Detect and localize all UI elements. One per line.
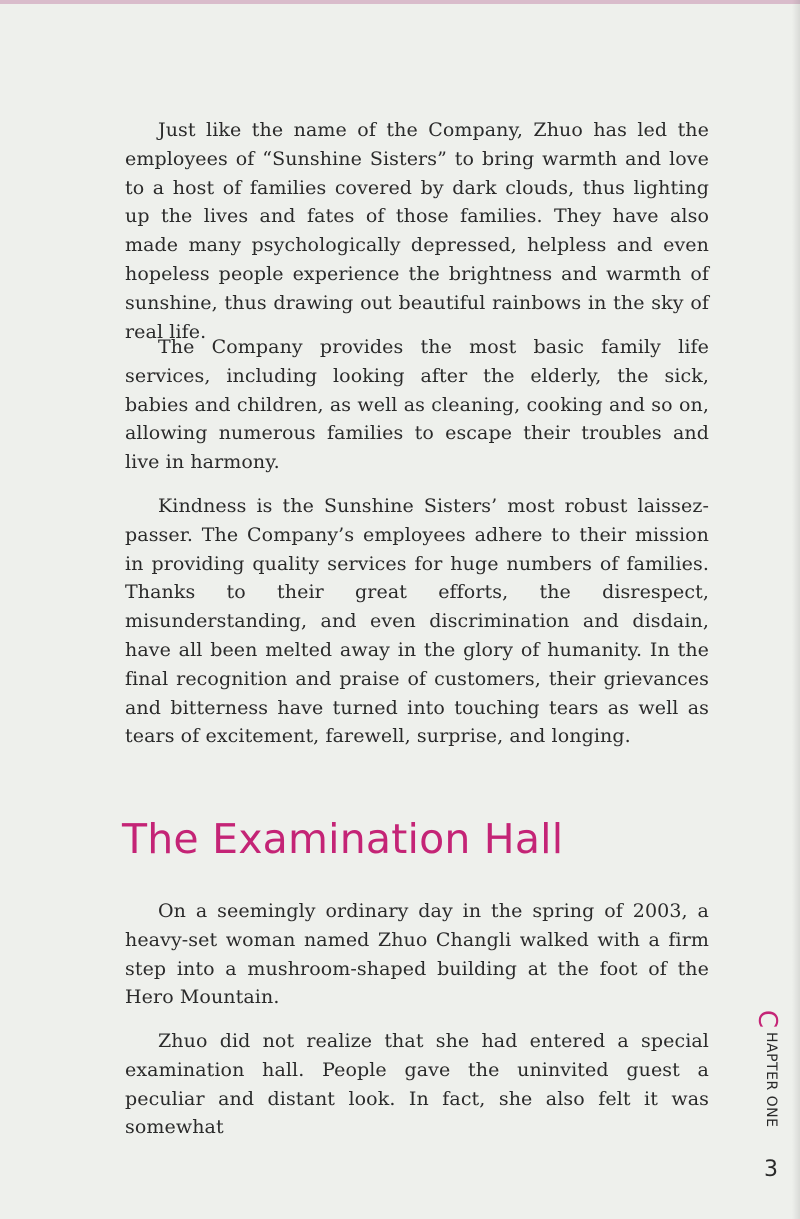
- chapter-label-initial: C: [752, 1009, 782, 1029]
- page-number: 3: [764, 1157, 778, 1182]
- body-paragraph-4: On a seemingly ordinary day in the spring of 2003, a heavy-set woman named Zhuo Changli walked with a firm step into a mushroom-shaped building at the foot of the Hero Mountain.: [125, 900, 709, 1009]
- body-paragraph-1: Just like the name of the Company, Zhuo has led the employees of “Sunshine Sisters” to bring warmth and love to a host of families covered by dark clouds, thus lighting up the lives and fates of those families. They have also made many psychologically depressed, helpless and even hopeless people experience the brightness and warmth of sunshine, thus drawing out beautiful rainbows in the sky of real life.: [125, 119, 709, 343]
- body-paragraph-2: The Company provides the most basic family life services, including looking after the elderly, the sick, babies and children, as well as cleaning, cooking and so on, allowing numerous families to escape their troubles and live in harmony.: [125, 336, 709, 474]
- chapter-label: [752, 1006, 790, 1128]
- chapter-label-text: HAPTER ONE: [763, 1032, 779, 1128]
- section-heading: The Examination Hall: [122, 815, 564, 863]
- body-paragraph-3: Kindness is the Sunshine Sisters’ most robust laissez-passer. The Company’s employees adhere to their mission in providing quality services for huge numbers of families. Thanks to their great efforts, the disrespect, misunderstanding, and even discrimination and disdain, have all been melted away in the glory of humanity. In the final recognition and praise of customers, their grievances and bitterness have turned into touching tears as well as tears of excitement, farewell, surprise, and longing.: [125, 495, 709, 748]
- body-paragraph-5: Zhuo did not realize that she had entered a special examination hall. People gave the uninvited guest a peculiar and distant look. In fact, she also felt it was somewhat: [125, 1030, 709, 1139]
